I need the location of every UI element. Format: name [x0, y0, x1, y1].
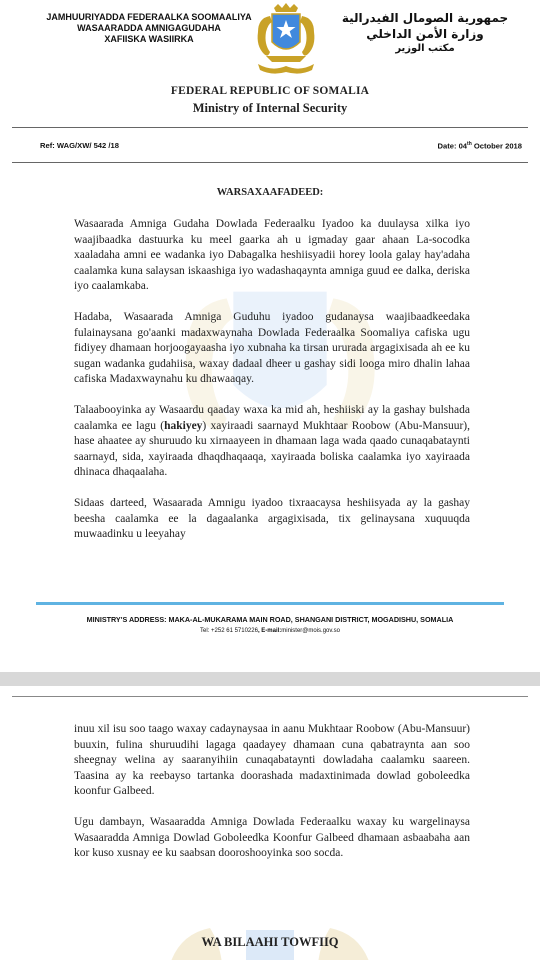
federal-republic-heading: FEDERAL REPUBLIC OF SOMALIA — [170, 85, 370, 97]
body-paragraph: Hadaba, Wasaarada Amniga Guduhu iyadoo gudanaysa waajibaadkeedaka fulainaysana go'aanki madaxwaynaha Dowlada Federaalka Soomaliya cafiska ugu fidiyey dhamaan horjoogayaasha iyo xubnaha ka tirsan ururada argagixisada ah ee ku sugan wadanka gudahiisa, waxay dadaal dheer u gashay sidi looga miro dhalin lahaa cafiska Madaxwaynahu ku dhawaaqay. — [74, 310, 470, 386]
letterhead-line: وزارة الأمن الداخلي — [366, 27, 484, 41]
letterhead-line: مكتب الوزير — [395, 43, 455, 54]
body-paragraph: Talaabooyinka ay Wasaardu qaaday waxa ka mid ah, heshiiski ay la gashay bulshada caalamka ee lagu (hakiyey) xayiraadi saarnayd Mukhtaar Roobow (Abu-Mansuur), hase ahaatee ay shuruudo ku xirnaayeen in dhamaan laga wada qaado cunaqabataynti saarnayd, sida, xayiraada dhaqdhaqaaqa, xayiraada boliska caalamka iyo xayiraada dhinaca dhaqaalaha. — [74, 403, 471, 479]
letter-date: Date: 04th October 2018 — [437, 141, 522, 151]
arabic-letterhead — [340, 10, 510, 56]
coat-of-arms-icon — [244, 2, 328, 82]
body-paragraph: Ugu dambayn, Wasaaradda Amniga Dowlada Federaalku waxay ku wargelinaysa Wasaaradda Amniga Dowlad Goboleedka Koonfur Galbeed dhamaan asbaabaha aan kor kuso xusnay ee ku saabsan dooroshooyinka soo socda. — [74, 815, 470, 860]
email-link[interactable]: minister@mois.gov.so — [281, 628, 340, 634]
body-paragraph: inuu xil isu soo taago waxay cadaynaysaa in aanu Mukhtaar Roobow (Abu-Mansuur) buuxin, fulina shuruudihi lagaga qaadayey dhamaan cuna qabatraynta aan soo sheegnay welina ay saaranyihiin cunaqabataynti dowladaha caalamku saareen. Taasina ay ka reebayso tartanka doorashada madaxtinimada dowlad goboleedka koonfur Galbeed. — [74, 723, 470, 798]
body-paragraph: Sidaas darteed, Wasaarada Amnigu iyadoo tixraacaysa heshiisyada ay la gashay beesha caalamka ee la dagaalanka argagixisada, tix gelinaysana xuquuqda muwaadinku u leeyahay — [74, 496, 470, 541]
ministry-heading: Ministry of Internal Security — [192, 101, 348, 115]
ministry-address: MINISTRY'S ADDRESS: MAKA-AL-MUKARAMA MAIN ROAD, SHANGANI DISTRICT, MOGADISHU, SOMALIA — [86, 615, 454, 624]
letterhead-line: XAFIISKA WASIIRKA — [104, 34, 194, 44]
page-top-divider — [12, 696, 528, 697]
letterhead-line: جمهورية الصومال الفيدرالية — [341, 11, 509, 25]
body-paragraph: Wasaarada Amniga Gudaha Dowlada Federaalku Iyadoo ka duulaysa xilka iyo waajibaadka dastuurka ku meel gaarka ah u igmaday gaar ahaan La-socodka xaaladaha amni ee wadanka iyo Dabagalka heshiisyadii horey loola galay hay'adaha caalamka kuna salaysan iskaashiga iyo wadashaqaynta amniga guud ee dalka, deriska iyo caalamkaba. — [74, 218, 470, 293]
letter-body — [74, 217, 470, 558]
closing-line: WA BILAAHI TOWFIIQ — [201, 935, 339, 949]
reference-divider — [12, 162, 528, 163]
footer-bar — [36, 602, 504, 605]
letterhead-line: JAMHUURIYADDA FEDERAALKA SOOMAALIYA — [46, 12, 252, 22]
letterhead-line: WASAARADDA AMNIGAGUDAHA — [77, 23, 221, 33]
somali-letterhead — [34, 12, 264, 45]
reference-number: Ref: WAG/XW/ 542 /18 — [40, 141, 119, 150]
document-title: WARSAXAAFADEED: — [216, 187, 324, 198]
letter-page-2 — [0, 686, 540, 960]
header-divider — [12, 127, 528, 128]
contact-line: Tel: +252 61 5710226, E-mail:minister@mois.gov.so — [200, 628, 340, 634]
letter-body-continued — [74, 722, 470, 877]
